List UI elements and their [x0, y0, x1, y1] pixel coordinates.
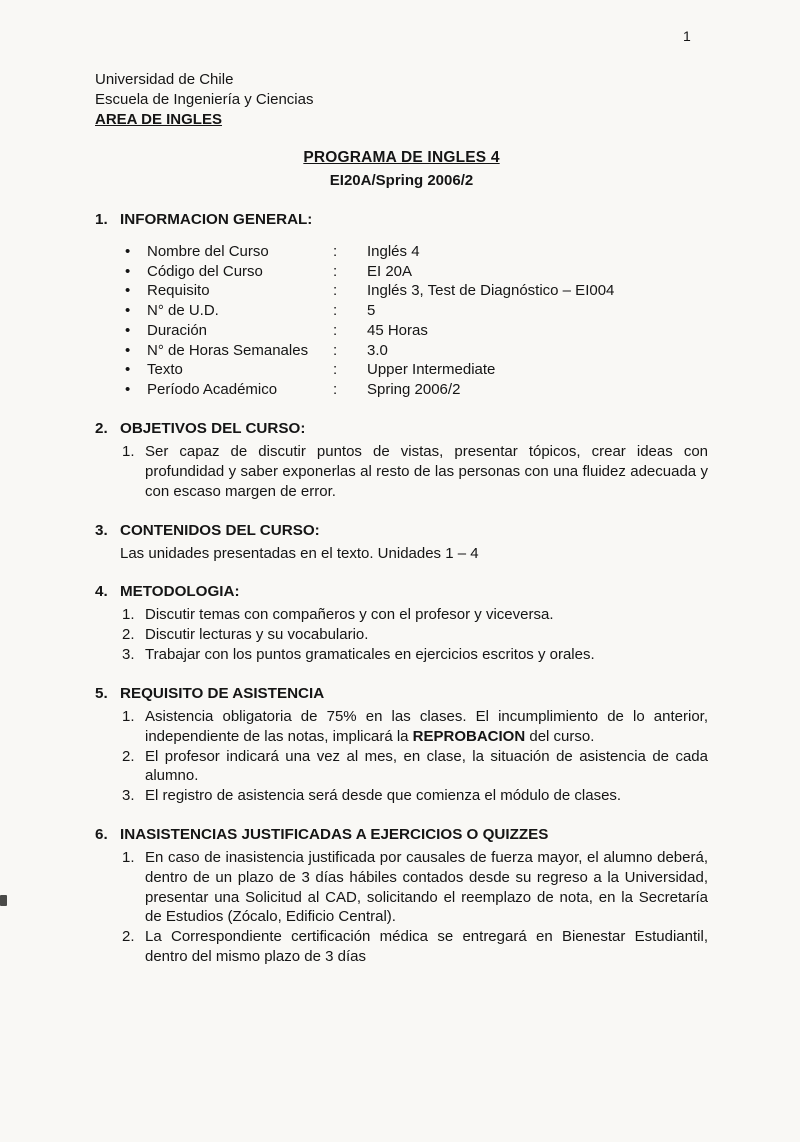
section-number: 3.: [95, 521, 108, 539]
section-inasistencias: [95, 825, 708, 967]
bold-term: REPROBACION: [412, 727, 526, 745]
field-label: Texto: [147, 361, 183, 379]
info-row: [95, 242, 708, 262]
bullet-icon: •: [125, 302, 131, 320]
numbered-list: [95, 707, 708, 806]
item-number: 1.: [122, 707, 135, 725]
section-heading: [95, 210, 708, 230]
field-value: 5: [367, 302, 376, 320]
section-number: 5.: [95, 684, 108, 702]
section-heading: [95, 825, 708, 845]
field-separator: :: [333, 381, 338, 399]
section-number: 6.: [95, 825, 108, 843]
field-separator: :: [333, 282, 338, 300]
field-value: Inglés 3, Test de Diagnóstico – EI004: [367, 282, 615, 300]
section-number: 2.: [95, 420, 108, 438]
section-objetivos: [95, 419, 708, 501]
section-asistencia: [95, 684, 708, 806]
section-number: 4.: [95, 583, 108, 601]
title-block: [95, 148, 708, 190]
page-number: 1: [683, 28, 691, 44]
section-metodologia: [95, 582, 708, 664]
field-separator: :: [333, 242, 338, 260]
bullet-icon: •: [125, 361, 131, 379]
section-number: 1.: [95, 210, 108, 228]
field-label: N° de Horas Semanales: [147, 341, 309, 359]
section-heading: [95, 521, 708, 541]
field-separator: :: [333, 341, 338, 359]
field-value: 45 Horas: [367, 321, 428, 339]
info-row: [95, 341, 708, 361]
field-label: N° de U.D.: [147, 302, 219, 320]
bullet-icon: •: [125, 381, 131, 399]
item-number: 2.: [122, 626, 135, 644]
item-text-before: Asistencia obligatoria de 75% en las clases. El incumplimiento de lo anterior, independiente de las notas, implicará la: [145, 707, 708, 745]
numbered-item: [95, 848, 708, 927]
bullet-icon: •: [125, 321, 131, 339]
section-body-text: Las unidades presentadas en el texto. Unidades 1 – 4: [120, 544, 479, 562]
field-separator: :: [333, 321, 338, 339]
info-row: [95, 321, 708, 341]
section-heading-label: OBJETIVOS DEL CURSO:: [120, 420, 306, 438]
numbered-item: [95, 645, 708, 665]
numbered-item: [95, 747, 708, 787]
item-number: 3.: [122, 646, 135, 664]
document-subtitle: EI20A/Spring 2006/2: [329, 171, 474, 189]
item-number: 1.: [122, 848, 135, 866]
numbered-item: [95, 786, 708, 806]
scan-artifact-mark: [0, 895, 7, 906]
field-label: Período Académico: [147, 381, 278, 399]
letterhead: [95, 70, 708, 129]
field-label: Duración: [147, 321, 208, 339]
bullet-icon: •: [125, 262, 131, 280]
info-row: [95, 262, 708, 282]
section-heading-label: CONTENIDOS DEL CURSO:: [120, 521, 320, 539]
section-heading: [95, 684, 708, 704]
document-title: PROGRAMA DE INGLES 4: [303, 149, 500, 167]
info-list: [95, 242, 708, 400]
item-text: Discutir lecturas y su vocabulario.: [145, 626, 369, 644]
numbered-item: [95, 605, 708, 625]
section-heading: [95, 582, 708, 602]
field-separator: :: [333, 361, 338, 379]
section-informacion-general: [95, 210, 708, 400]
field-value: EI 20A: [367, 262, 413, 280]
field-value: Spring 2006/2: [367, 381, 461, 399]
section-heading: [95, 419, 708, 439]
numbered-list: [95, 848, 708, 967]
item-number: 2.: [122, 928, 135, 946]
field-separator: :: [333, 262, 338, 280]
info-row: [95, 281, 708, 301]
numbered-list: [95, 605, 708, 664]
section-heading-label: METODOLOGIA:: [120, 583, 240, 601]
field-label: Código del Curso: [147, 262, 263, 280]
item-number: 1.: [122, 606, 135, 624]
item-number: 1.: [122, 443, 135, 461]
field-separator: :: [333, 302, 338, 320]
item-text-after: del curso.: [525, 727, 595, 745]
bullet-icon: •: [125, 341, 131, 359]
info-row: [95, 360, 708, 380]
section-contenidos: [95, 521, 708, 564]
numbered-item: [95, 927, 708, 967]
item-number: 3.: [122, 787, 135, 805]
info-row: [95, 301, 708, 321]
numbered-item: [95, 625, 708, 645]
numbered-item: [95, 707, 708, 747]
item-text: Ser capaz de discutir puntos de vistas, presentar tópicos, crear ideas con profundidad y saber exponerlas al resto de las personas con una fluidez adecuada y con escaso margen de error.: [145, 443, 708, 500]
section-heading-label: REQUISITO DE ASISTENCIA: [120, 684, 325, 702]
item-text: El profesor indicará una vez al mes, en clase, la situación de asistencia de cada alumno.: [145, 747, 708, 785]
item-text: Trabajar con los puntos gramaticales en ejercicios escritos y orales.: [145, 646, 595, 664]
section-heading-label: INFORMACION GENERAL:: [120, 210, 313, 228]
field-value: Upper Intermediate: [367, 361, 496, 379]
university-name: Universidad de Chile: [95, 71, 234, 88]
info-row: [95, 380, 708, 400]
field-value: Inglés 4: [367, 242, 420, 260]
school-name: Escuela de Ingeniería y Ciencias: [95, 90, 314, 108]
section-heading-label: INASISTENCIAS JUSTIFICADAS A EJERCICIOS O QUIZZES: [120, 825, 549, 843]
item-text: El registro de asistencia será desde que comienza el módulo de clases.: [145, 787, 622, 805]
item-text: La Correspondiente certificación médica se entregará en Bienestar Estudiantil, dentro del mismo plazo de 3 días: [145, 928, 708, 965]
field-label: Requisito: [147, 282, 210, 300]
item-text: [145, 707, 708, 747]
item-text: Discutir temas con compañeros y con el profesor y viceversa.: [145, 606, 554, 624]
field-value: 3.0: [367, 341, 388, 359]
item-number: 2.: [122, 747, 135, 765]
bullet-icon: •: [125, 282, 131, 300]
department-name: AREA DE INGLES: [95, 110, 222, 128]
field-label: Nombre del Curso: [147, 242, 269, 260]
bullet-icon: •: [125, 242, 131, 260]
numbered-item: [95, 442, 708, 501]
numbered-list: [95, 442, 708, 501]
item-text: En caso de inasistencia justificada por causales de fuerza mayor, el alumno deberá, dentro de un plazo de 3 días hábiles contados desde su regreso a la Universidad, presentar una Solicitud al CAD, solicitando el reemplazo de nota, en la Secretaría de Estudios (Zócalo, Edificio Central).: [145, 848, 708, 926]
